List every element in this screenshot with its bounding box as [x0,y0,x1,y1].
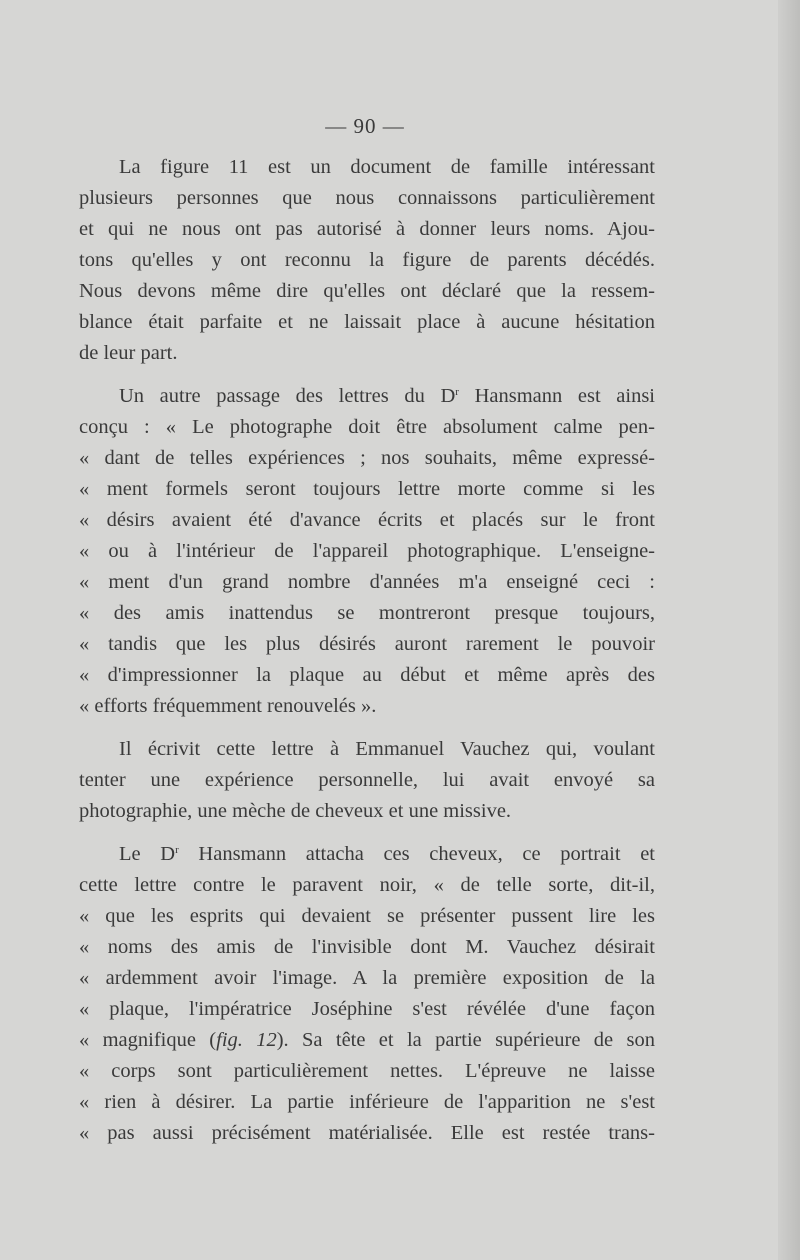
text-line: « ou à l'intérieur de l'appareil photographique. L'enseigne- [79,540,655,562]
paragraph [79,381,655,722]
text-line: « plaque, l'impératrice Joséphine s'est révélée d'une façon [79,998,655,1020]
text-line: « dant de telles expériences ; nos souhaits, même expressé- [79,447,655,469]
page-edge-shadow [778,0,800,1260]
text-line: Nous devons même dire qu'elles ont déclaré que la ressem- [79,280,655,302]
superscript: r [175,844,179,856]
text-line: et qui ne nous ont pas autorisé à donner leurs noms. Ajou- [79,218,655,240]
text-line: La figure 11 est un document de famille intéressant [119,156,655,178]
paragraph [79,839,655,1149]
text-line: « tandis que les plus désirés auront rarement le pouvoir [79,633,655,655]
text-line: « d'impressionner la plaque au début et même après des [79,664,655,686]
page-number: — 90 — [325,114,405,138]
paragraph [79,152,655,369]
paragraph [79,734,655,827]
text-segment: « magnifique ( [79,1029,217,1051]
text-line: « que les esprits qui devaient se présenter pussent lire les [79,905,655,927]
text-segment: Hansmann est ainsi [458,385,656,407]
text-line: photographie, une mèche de cheveux et une missive. [79,800,512,822]
text-line: conçu : « Le photographe doit être absolument calme pen- [79,416,655,438]
text-line: plusieurs personnes que nous connaissons particulièrement [79,187,655,209]
text-segment: Un autre passage des lettres du D [119,385,456,407]
text-line: tenter une expérience personnelle, lui avait envoyé sa [79,769,655,791]
text-line: Il écrivit cette lettre à Emmanuel Vauchez qui, voulant [119,738,655,760]
text-line: « efforts fréquemment renouvelés ». [79,695,377,717]
text-line: « désirs avaient été d'avance écrits et placés sur le front [79,509,655,531]
text-line: « ment d'un grand nombre d'années m'a enseigné ceci : [79,571,655,593]
text-line [79,1025,655,1056]
text-segment: Hansmann attacha ces cheveux, ce portrait et [178,843,655,865]
text-line: cette lettre contre le paravent noir, « de telle sorte, dit-il, [79,874,655,896]
text-line: de leur part. [79,342,178,364]
text-line [79,839,655,870]
superscript: r [455,386,459,398]
text-line: « rien à désirer. La partie inférieure de l'apparition ne s'est [79,1091,655,1113]
text-line: blance était parfaite et ne laissait place à aucune hésitation [79,311,655,333]
text-line [79,381,655,412]
text-line: « des amis inattendus se montreront presque toujours, [79,602,655,624]
figure-reference: fig. 12 [216,1029,277,1051]
text-line: « pas aussi précisément matérialisée. Elle est restée trans- [79,1122,655,1144]
text-line: « noms des amis de l'invisible dont M. Vauchez désirait [79,936,655,958]
text-segment: ). Sa tête et la partie supérieure de son [276,1029,655,1051]
text-line: « corps sont particulièrement nettes. L'épreuve ne laisse [79,1060,655,1082]
text-line: « ardemment avoir l'image. A la première exposition de la [79,967,655,989]
body-text [79,152,655,1149]
text-line: tons qu'elles y ont reconnu la figure de parents décédés. [79,249,655,271]
text-segment: Le D [119,843,176,865]
text-line: « ment formels seront toujours lettre morte comme si les [79,478,655,500]
